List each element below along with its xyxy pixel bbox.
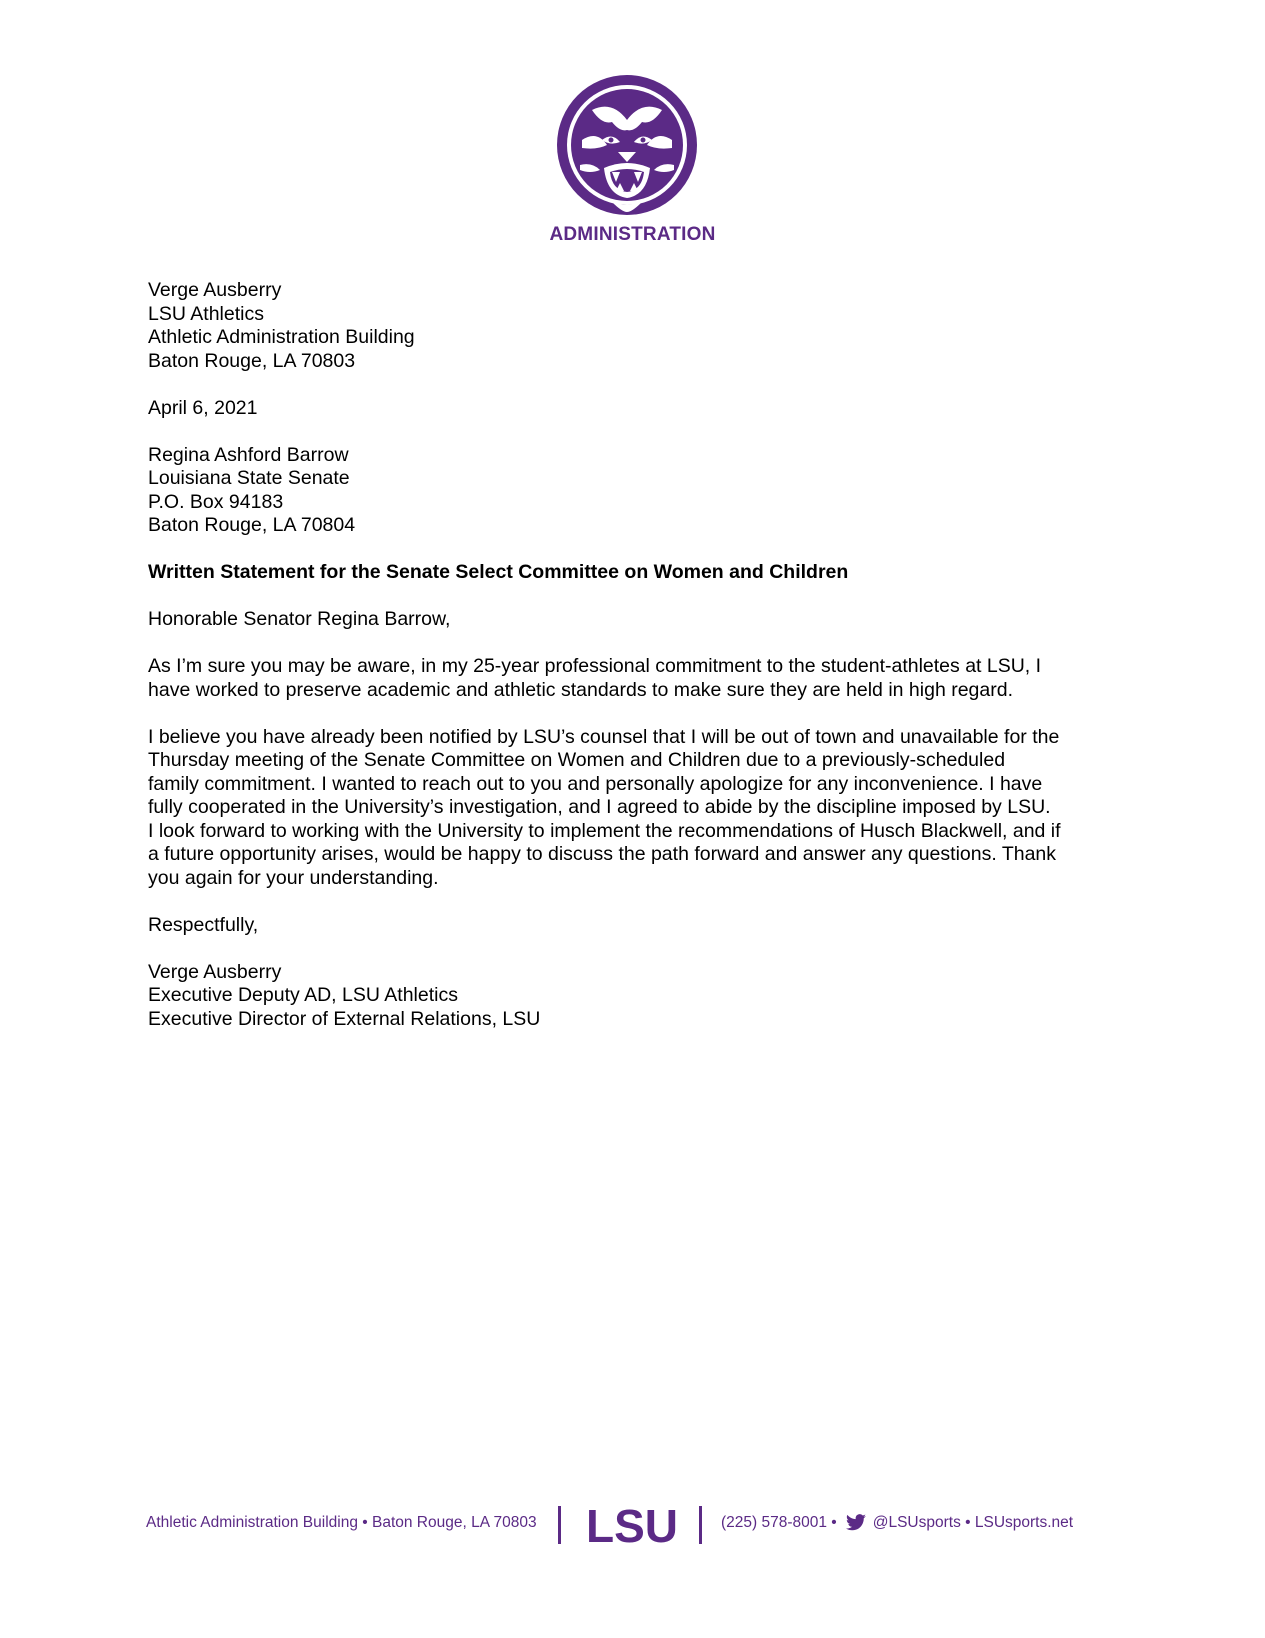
twitter-bird-icon	[845, 1514, 867, 1532]
sender-line: Verge Ausberry	[148, 279, 282, 301]
footer-phone: (225) 578-8001 •	[721, 1514, 837, 1531]
letter-body	[148, 279, 1128, 1055]
closing: Respectfully,	[148, 913, 259, 936]
sender-address	[148, 279, 1128, 373]
recipient-line: P.O. Box 94183	[148, 490, 284, 513]
salutation: Honorable Senator Regina Barrow,	[148, 608, 451, 630]
paragraph-line: I look forward to working with the University to implement the recommendations of Husch Blackwell, and if	[148, 819, 1061, 842]
footer-address: Athletic Administration Building • Baton Rouge, LA 70803	[146, 1514, 537, 1531]
sender-line: LSU Athletics	[148, 302, 264, 325]
footer-divider	[558, 1506, 561, 1544]
paragraph-line: As I’m sure you may be aware, in my 25-year professional commitment to the student-athletes at LSU, I	[148, 655, 1042, 677]
recipient-line: Baton Rouge, LA 70804	[148, 514, 356, 536]
recipient-address	[148, 444, 1128, 538]
tiger-head-icon	[552, 70, 702, 220]
recipient-line: Louisiana State Senate	[148, 467, 350, 489]
sender-line: Baton Rouge, LA 70803	[148, 349, 356, 372]
letter-subject: Written Statement for the Senate Select Committee on Women and Children	[148, 561, 849, 583]
paragraph-line: family commitment. I wanted to reach out to you and personally apologize for any inconvenience. I have	[148, 772, 1043, 795]
paragraph-line: have worked to preserve academic and athletic standards to make sure they are held in high regard.	[148, 678, 1013, 701]
sender-line: Athletic Administration Building	[148, 326, 415, 348]
signature-line: Verge Ausberry	[148, 960, 282, 983]
letter-footer	[0, 1500, 1265, 1550]
signature-line: Executive Deputy AD, LSU Athletics	[148, 984, 458, 1006]
signature-line: Executive Director of External Relations, LSU	[148, 1007, 541, 1030]
footer-divider	[699, 1506, 702, 1544]
paragraph-2	[148, 726, 1128, 891]
lsu-logo-text: LSU	[586, 1502, 678, 1546]
lsu-logo	[574, 1502, 690, 1546]
department-title: ADMINISTRATION	[549, 224, 716, 245]
letter-date: April 6, 2021	[148, 396, 258, 419]
footer-social: @LSUsports • LSUsports.net	[872, 1514, 1074, 1531]
paragraph-line: Thursday meeting of the Senate Committee on Women and Children due to a previously-scheduled	[148, 749, 1006, 771]
letterhead-logo	[552, 70, 702, 220]
paragraph-line: I believe you have already been notified by LSU’s counsel that I will be out of town and unavailable for the	[148, 725, 1060, 748]
signature-block	[148, 961, 1128, 1032]
paragraph-line: a future opportunity arises, would be happy to discuss the path forward and answer any questions. Thank	[148, 843, 1057, 865]
footer-contact	[721, 1514, 1073, 1532]
recipient-line: Regina Ashford Barrow	[148, 443, 349, 466]
paragraph-line: fully cooperated in the University’s investigation, and I agreed to abide by the discipline imposed by LSU.	[148, 796, 1051, 818]
paragraph-line: you again for your understanding.	[148, 866, 439, 889]
paragraph-1	[148, 655, 1128, 702]
